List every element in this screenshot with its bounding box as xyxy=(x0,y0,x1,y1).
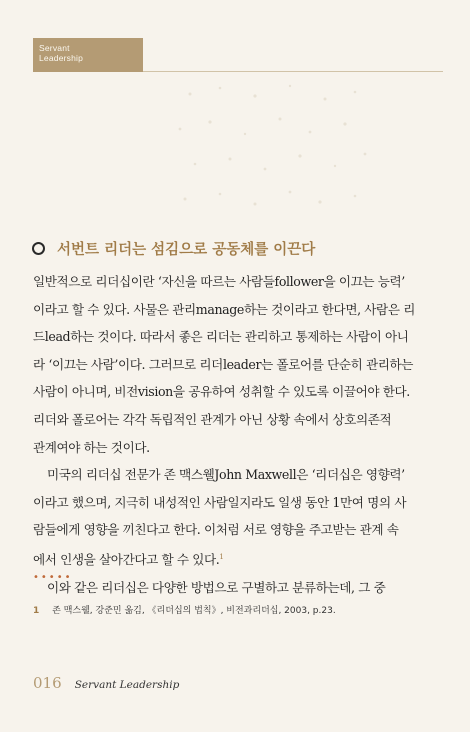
page-footer xyxy=(33,673,179,692)
body-line: 라 ‘이끄는 사람’이다. 그러므로 리더leader는 폴로어를 단순히 관리하는 xyxy=(33,356,414,372)
header-tab-line1: Servant xyxy=(39,43,70,53)
body-line-with-footnote xyxy=(33,544,445,574)
body-line: 관계여야 하는 것이다. xyxy=(33,439,150,455)
section-heading-text: 서번트 리더는 섬김으로 공동체를 이끈다 xyxy=(57,242,316,258)
footnote xyxy=(33,603,336,616)
footnote-marker[interactable]: 1 xyxy=(219,552,224,561)
decorative-dot-pattern xyxy=(160,74,380,224)
running-header-tab xyxy=(33,38,143,72)
footnote-text: 존 맥스웰, 강준민 옮김, 《리더십의 법칙》, 비전과리더십, 2003, p.23. xyxy=(52,606,336,616)
body-line: 일반적으로 리더십이란 ‘자신을 따르는 사람들follower을 이끄는 능력’ xyxy=(33,274,405,289)
header-rule xyxy=(143,71,443,72)
page-number: 016 xyxy=(33,674,62,692)
footnote-number: 1 xyxy=(33,606,40,616)
circle-bullet-icon xyxy=(32,242,45,255)
body-line: 이라고 했으며, 지극히 내성적인 사람일지라도 일생 동안 1만여 명의 사 xyxy=(33,494,407,510)
header-tab-line2: Leadership xyxy=(39,53,84,63)
body-line: 리더와 폴로어는 각각 독립적인 관계가 아닌 상황 속에서 상호의존적 xyxy=(33,411,392,427)
body-line: 드lead하는 것이다. 따라서 좋은 리더는 관리하고 통제하는 사람이 아니 xyxy=(33,329,409,345)
body-line: 미국의 리더십 전문가 존 맥스웰John Maxwell은 ‘리더십은 영향력’ xyxy=(47,467,405,483)
section-heading xyxy=(32,238,315,259)
body-line: 이와 같은 리더십은 다양한 방법으로 구별하고 분류하는데, 그 중 xyxy=(47,579,386,595)
footnote-separator: ••••• xyxy=(33,572,73,583)
book-title: Servant Leadership xyxy=(74,679,180,691)
body-line-text: 에서 인생을 살아간다고 할 수 있다. xyxy=(33,552,220,568)
body-line: 사람이 아니며, 비전vision을 공유하여 성취할 수 있도록 이끌어야 한다. xyxy=(33,384,410,400)
body-line: 이라고 할 수 있다. 사물은 관리manage하는 것이라고 한다면, 사람은 리 xyxy=(33,301,415,317)
body-line: 람들에게 영향을 끼친다고 한다. 이처럼 서로 영향을 주고받는 관계 속 xyxy=(33,522,399,538)
body-text xyxy=(33,268,445,601)
